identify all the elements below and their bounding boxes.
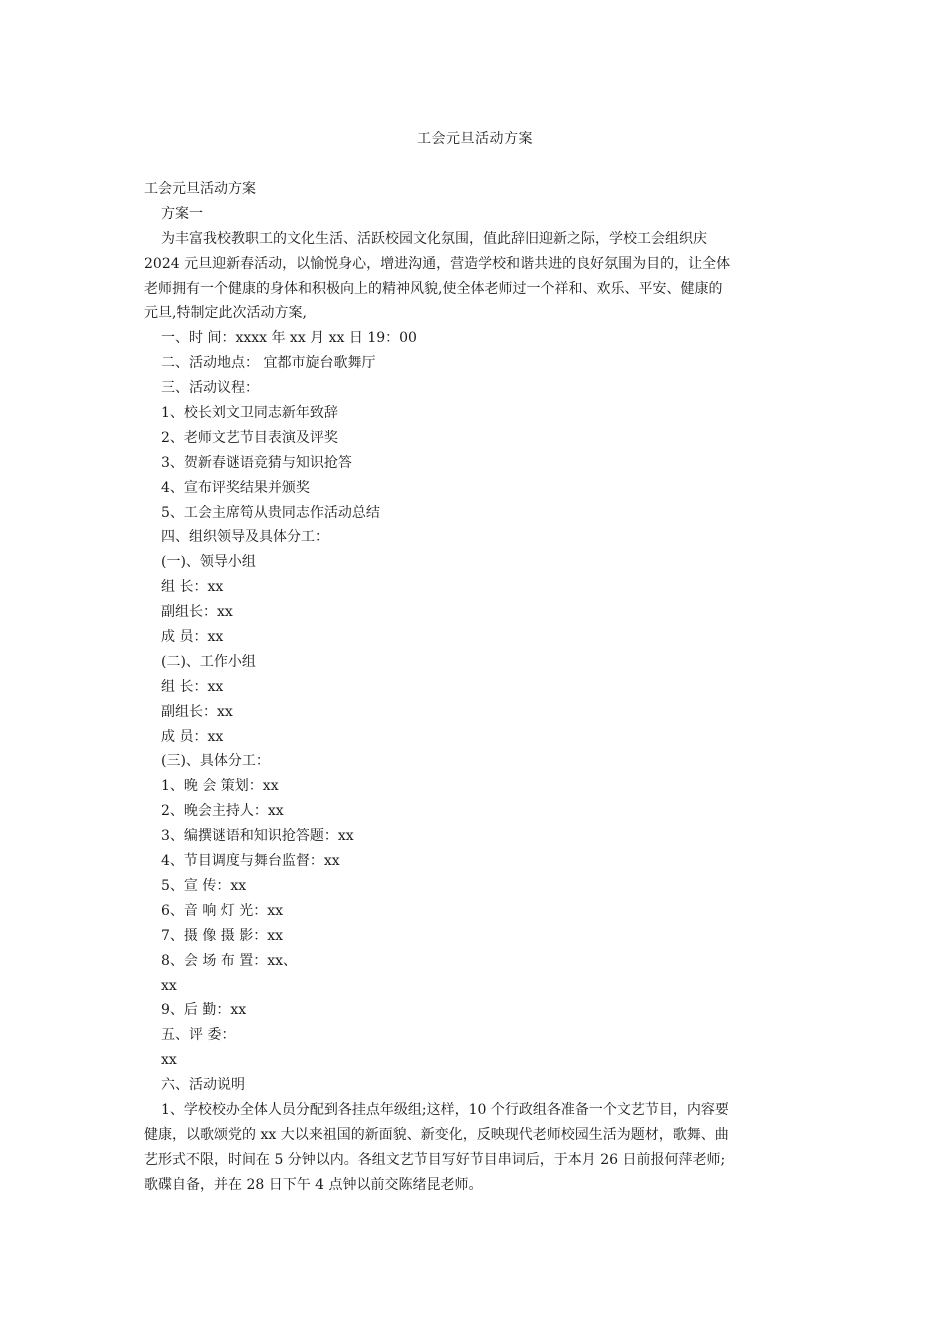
- duty-line: 4、节目调度与舞台监督：xx: [161, 853, 340, 870]
- judges-value: xx: [161, 1052, 177, 1069]
- notes-line: 歌碟自备，并在 28 日下午 4 点钟以前交陈绪昆老师。: [144, 1176, 483, 1193]
- document-body: [144, 177, 806, 1198]
- agenda-item: 4、宣布评奖结果并颁奖: [161, 479, 310, 496]
- role-line: 成 员：xx: [161, 728, 224, 745]
- plan-label: 方案一: [161, 205, 203, 222]
- duty-line: 9、后 勤：xx: [161, 1002, 247, 1019]
- intro-line: 为丰富我校教职工的文化生活、活跃校园文化氛围，值此辞旧迎新之际，学校工会组织庆: [161, 230, 707, 247]
- subsection-heading: (二)、工作小组: [161, 653, 256, 670]
- notes-line: 1、学校校办全体人员分配到各挂点年级组;这样，10 个行政组各准备一个文艺节目，内容要: [161, 1101, 729, 1118]
- intro-line: 2024 元旦迎新春活动，以愉悦身心，增进沟通，营造学校和谐共进的良好氛围为目的，让全体: [144, 255, 731, 272]
- duty-line: 5、宣 传：xx: [161, 877, 247, 894]
- role-line: 副组长：xx: [161, 604, 233, 621]
- role-line: 成 员：xx: [161, 629, 224, 646]
- agenda-item: 1、校长刘文卫同志新年致辞: [161, 405, 338, 422]
- subsection-heading: (一)、领导小组: [161, 554, 256, 571]
- notes-line: 健康，以歌颂党的 xx 大以来祖国的新面貌、新变化，反映现代老师校园生活为题材，歌舞、曲: [144, 1126, 729, 1143]
- agenda-item: 2、老师文艺节目表演及评奖: [161, 429, 338, 446]
- role-line: 组 长：xx: [161, 678, 224, 695]
- role-line: 组 长：xx: [161, 579, 224, 596]
- section-agenda-heading: 三、活动议程：: [161, 380, 259, 397]
- duty-line: 3、编撰谜语和知识抢答题：xx: [161, 828, 354, 845]
- subsection-heading: (三)、具体分工：: [161, 753, 270, 770]
- role-line: 副组长：xx: [161, 703, 233, 720]
- section-organization-heading: 四、组织领导及具体分工：: [161, 529, 329, 546]
- agenda-item: 3、贺新春谜语竞猜与知识抢答: [161, 454, 352, 471]
- duty-line: 1、晚 会 策划：xx: [161, 778, 279, 795]
- intro-line: 老师拥有一个健康的身体和积极向上的精神风貌,使全体老师过一个祥和、欢乐、平安、健康的: [144, 280, 723, 297]
- duty-line: 2、晚会主持人：xx: [161, 803, 284, 820]
- duty-line-continuation: xx: [161, 977, 177, 994]
- duty-line: 6、音 响 灯 光：xx: [161, 902, 284, 919]
- section-time: 一、时 间：xxxx 年 xx 月 xx 日 19：00: [161, 330, 417, 347]
- notes-line: 艺形式不限，时间在 5 分钟以内。各组文艺节目写好节目串词后，于本月 26 日前报何萍老师;: [144, 1151, 726, 1168]
- page-title: 工会元旦活动方案: [417, 131, 533, 147]
- agenda-item: 5、工会主席笱从贵同志作活动总结: [161, 504, 380, 521]
- document-subtitle: 工会元旦活动方案: [144, 181, 256, 197]
- intro-line: 元旦,特制定此次活动方案,: [144, 305, 307, 322]
- section-notes-heading: 六、活动说明: [161, 1077, 245, 1094]
- duty-line: 8、会 场 布 置：xx、: [161, 952, 298, 969]
- section-judges-heading: 五、评 委：: [161, 1027, 236, 1044]
- section-location: 二、活动地点： 宜都市旋台歌舞厅: [161, 355, 376, 372]
- duty-line: 7、摄 像 摄 影：xx: [161, 927, 284, 944]
